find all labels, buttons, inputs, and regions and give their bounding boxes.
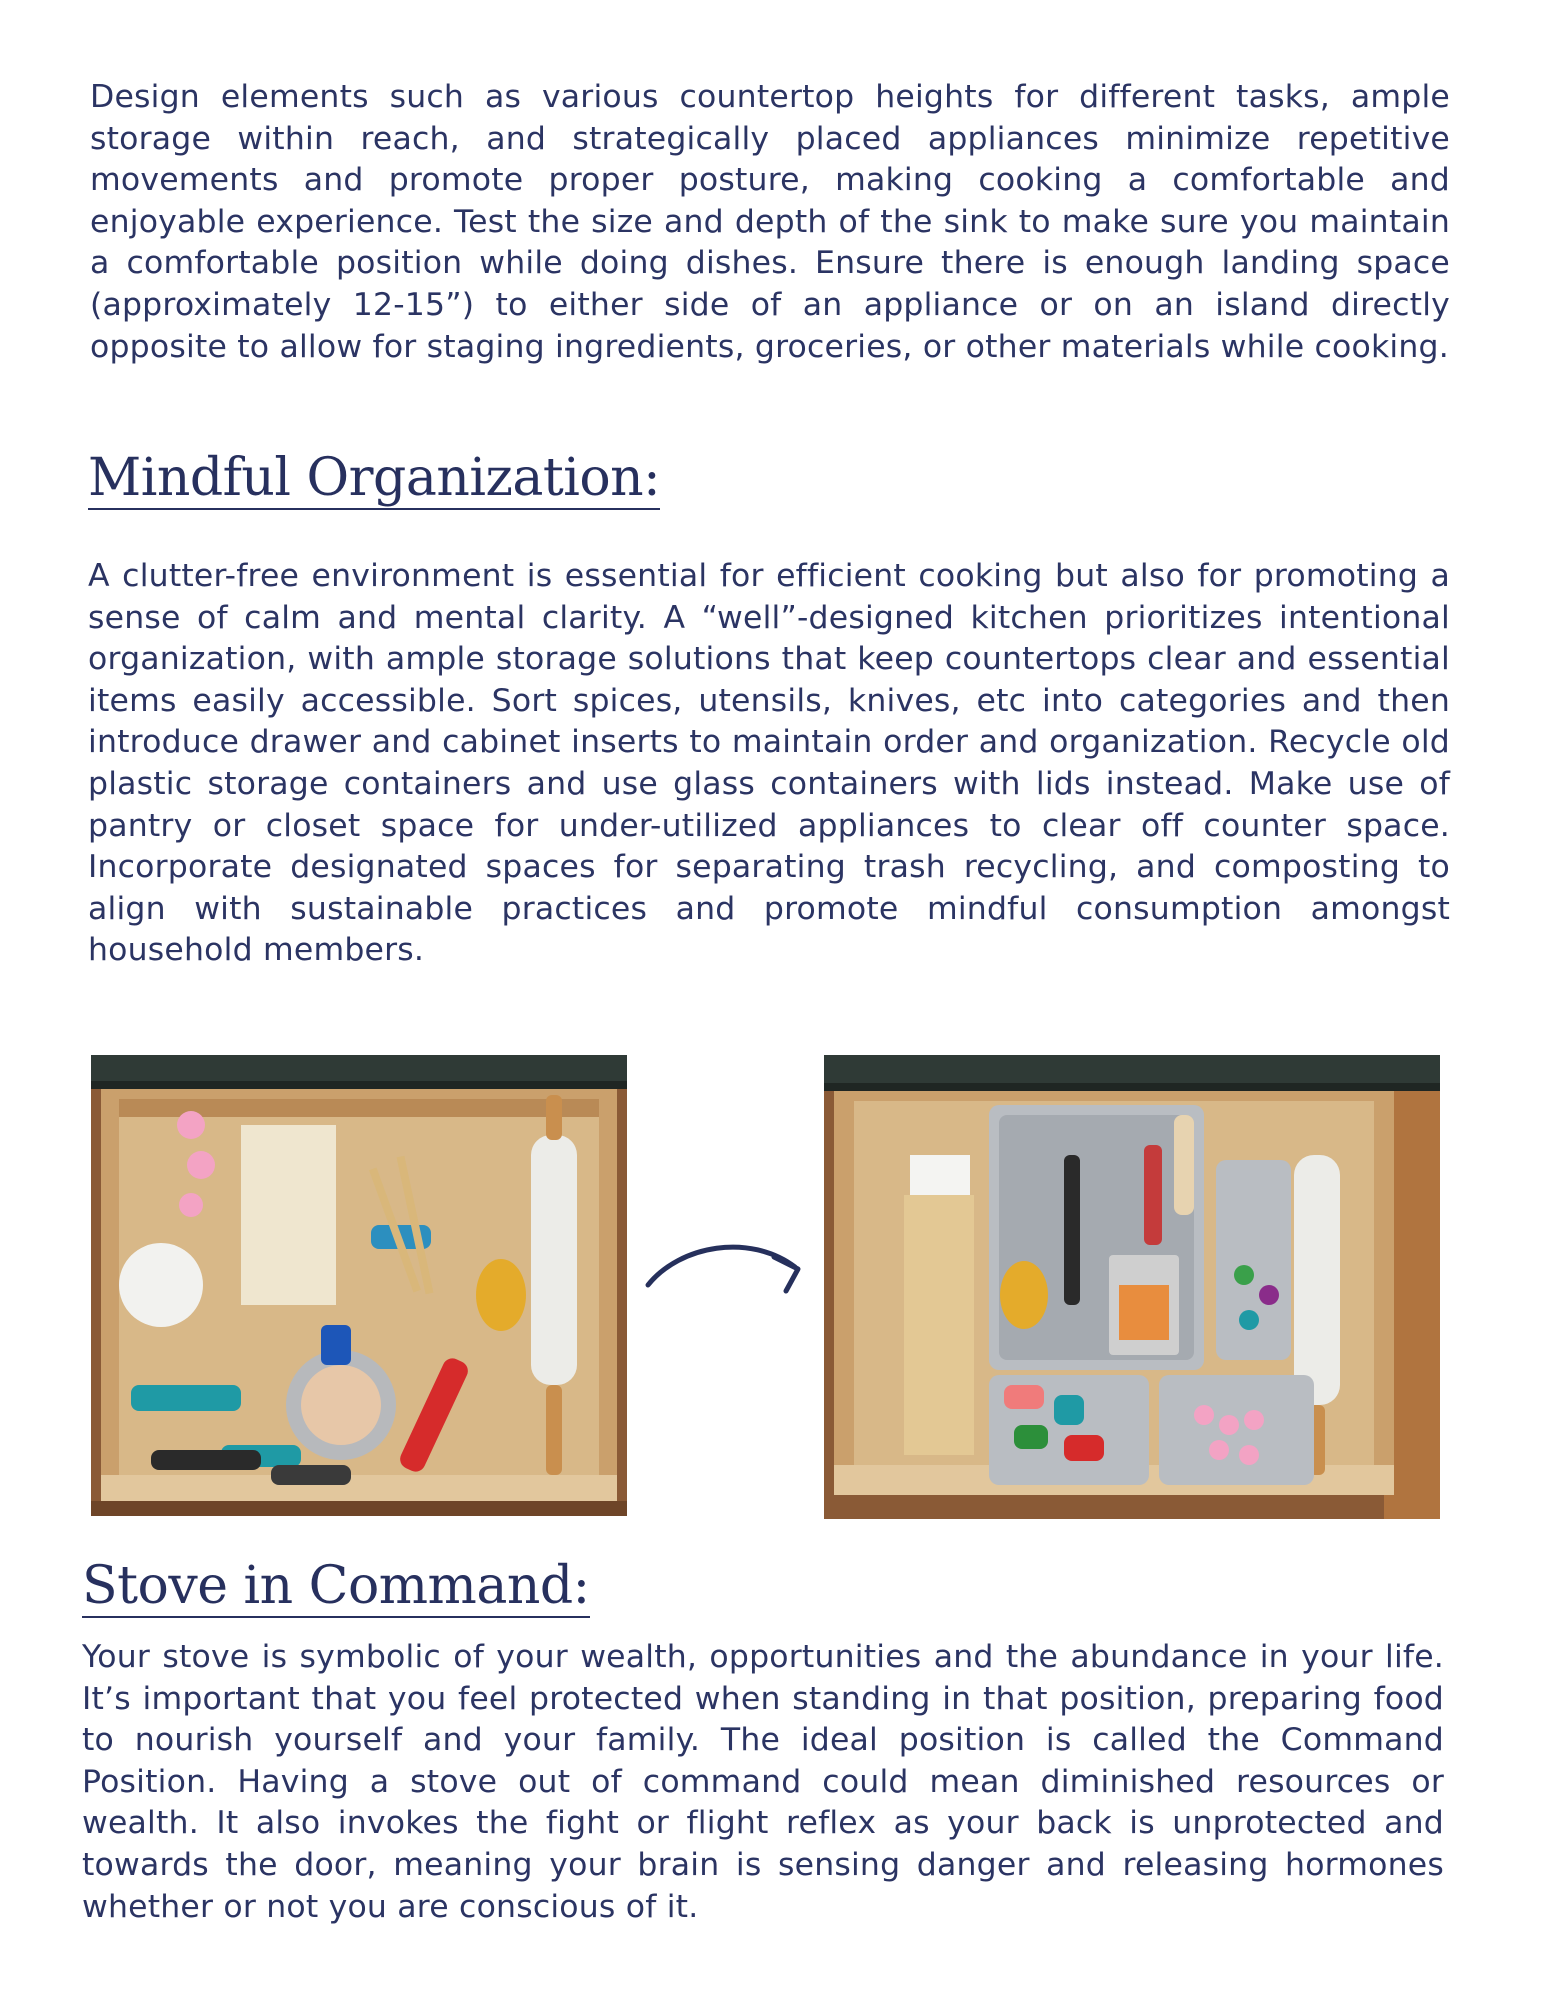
curved-arrow-icon: [640, 1225, 815, 1315]
stove-in-command-heading: Stove in Command:: [82, 1556, 590, 1616]
stove-in-command-body: Your stove is symbolic of your wealth, opportunities and the abundance in your life. It’s important that you feel protected when standing in that position, preparing food to nourish yourself and your family. The ideal position is called the Command Position. Having a stove out of command could mean diminished resources or wealth. It also invokes the fight or flight reflex as your back is unprotected and towards the door, meaning your brain is sensing danger and releasing hormones whether or not you are conscious of it.: [82, 1639, 1444, 1925]
intro-paragraph: Design elements such as various countertop heights for different tasks, ample storage within reach, and strategically placed appliances minimize repetitive movements and promote proper posture, making cooking a comfortable and enjoyable experience. Test the size and depth of the sink to make sure you maintain a comfortable position while doing dishes. Ensure there is enough landing space (approximately 12-15”) to either side of an appliance or on an island directly opposite to allow for staging ingredients, groceries, or other materials while cooking.: [90, 79, 1450, 365]
organized-drawer-photo: [824, 1055, 1440, 1519]
cluttered-drawer-photo: [91, 1055, 627, 1516]
mindful-organization-heading: Mindful Organization:: [88, 448, 661, 508]
mindful-organization-body: A clutter-free environment is essential for efficient cooking but also for promoting a sense of calm and mental clarity. A “well”-designed kitchen prioritizes intentional organization, with ample storage solutions that keep countertops clear and essential items easily accessible. Sort spices, utensils, knives, etc into categories and then introduce drawer and cabinet inserts to maintain order and organization. Recycle old plastic storage containers and use glass containers with lids instead. Make use of pantry or closet space for under-utilized appliances to clear off counter space. Incorporate designated spaces for separating trash recycling, and composting to align with sustainable practices and promote mindful consumption amongst household members.: [88, 558, 1450, 969]
